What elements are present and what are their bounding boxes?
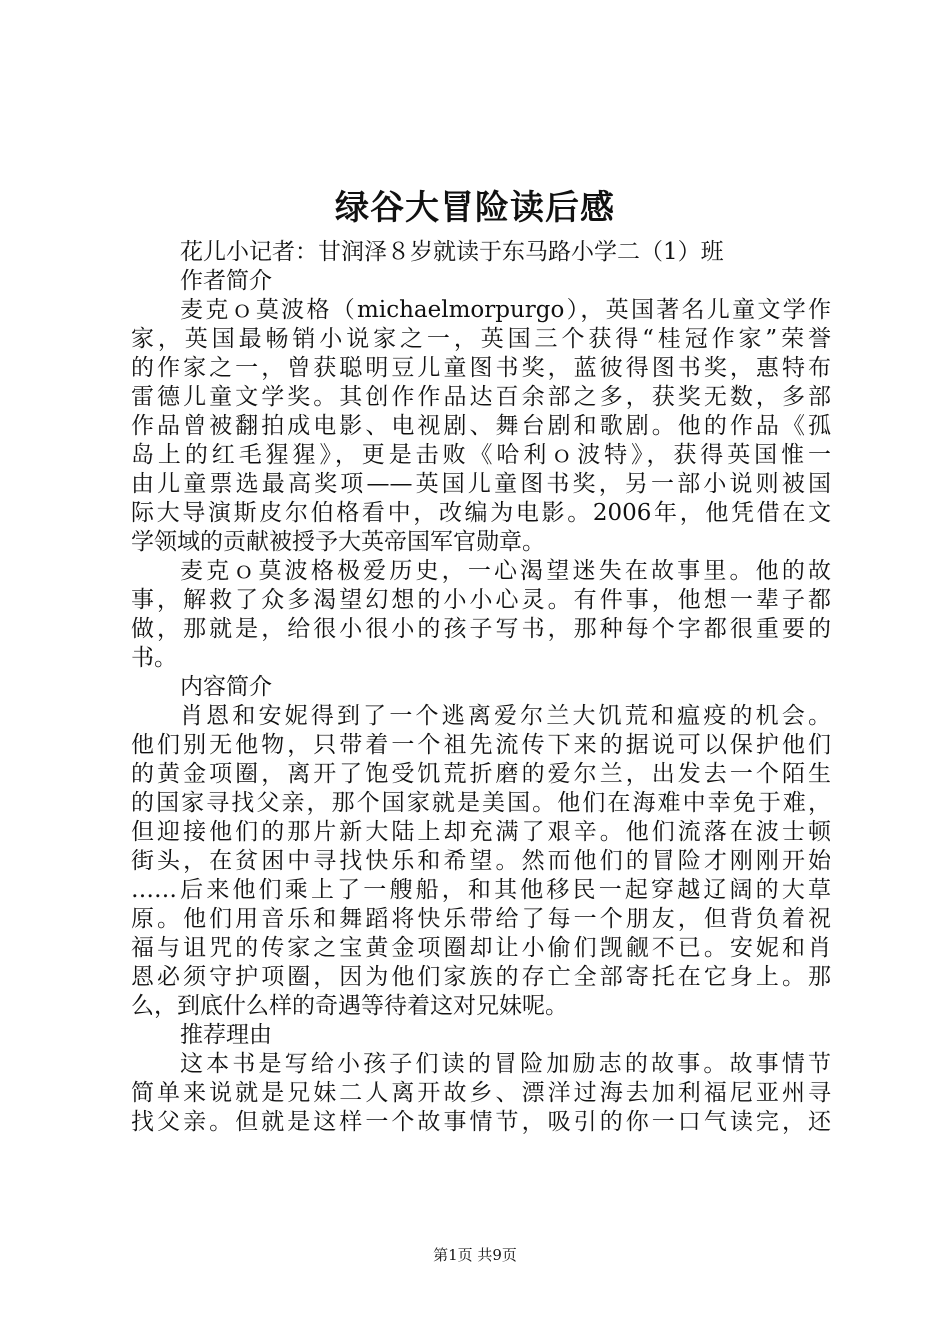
text-line: 由儿童票选最高奖项——英国儿童图书奖，另一部小说则被国 — [131, 471, 831, 497]
text-line: 家，英国最畅销小说家之一，英国三个获得“桂冠作家”荣誉 — [131, 326, 831, 352]
text-line: 街头，在贫困中寻找快乐和希望。然而他们的冒险才刚刚开始 — [131, 848, 831, 874]
text-line: 际大导演斯皮尔伯格看中，改编为电影。2006年，他凭借在文 — [131, 500, 831, 526]
text-line: 简单来说就是兄妹二人离开故乡、漂洋过海去加利福尼亚州寻 — [131, 1080, 831, 1106]
text-line: 雷德儿童文学奖。其创作作品达百余部之多，获奖无数，多部 — [131, 384, 831, 410]
text-line: 学领域的贡献被授予大英帝国军官勋章。 — [131, 529, 545, 555]
text-line: 这本书是写给小孩子们读的冒险加励志的故事。故事情节 — [180, 1051, 831, 1077]
text-line: 事，解救了众多渴望幻想的小小心灵。有件事，他想一辈子都 — [131, 587, 831, 613]
text-line: 作品曾被翻拍成电影、电视剧、舞台剧和歌剧。他的作品《孤 — [131, 413, 831, 439]
text-line: 麦克ｏ莫波格极爱历史，一心渴望迷失在故事里。他的故 — [180, 558, 831, 584]
text-line: 做，那就是，给很小很小的孩子写书，那种每个字都很重要的 — [131, 616, 831, 642]
document-body — [131, 238, 831, 1137]
page-footer: 第1页 共9页 — [433, 1246, 517, 1264]
section-heading-reason: 推荐理由 — [180, 1022, 272, 1048]
text-line: 肖恩和安妮得到了一个逃离爱尔兰大饥荒和瘟疫的机会。 — [180, 703, 831, 729]
document-title: 绿谷大冒险读后感 — [335, 188, 615, 228]
section-heading-content: 内容简介 — [180, 674, 272, 700]
text-line: 恩必须守护项圈，因为他们家族的存亡全部寄托在它身上。那 — [131, 964, 831, 990]
text-line: 麦克ｏ莫波格（michaelmorpurgo），英国著名儿童文学作 — [180, 297, 831, 323]
text-line: 但迎接他们的那片新大陆上却充满了艰辛。他们流落在波士顿 — [131, 819, 831, 845]
byline: 花儿小记者：甘润泽８岁就读于东马路小学二（1）班 — [180, 239, 724, 265]
text-line: 的黄金项圈，离开了饱受饥荒折磨的爱尔兰，出发去一个陌生 — [131, 761, 831, 787]
text-line: ……后来他们乘上了一艘船，和其他移民一起穿越辽阔的大草 — [131, 877, 831, 903]
text-line: 岛上的红毛猩猩》，更是击败《哈利ｏ波特》，获得英国惟一 — [131, 442, 831, 468]
section-heading-author: 作者简介 — [180, 268, 272, 294]
text-line: 的国家寻找父亲，那个国家就是美国。他们在海难中幸免于难， — [131, 790, 831, 816]
text-line: 的作家之一，曾获聪明豆儿童图书奖，蓝彼得图书奖，惠特布 — [131, 355, 831, 381]
text-line: 书。 — [131, 645, 177, 671]
text-line: 原。他们用音乐和舞蹈将快乐带给了每一个朋友，但背负着祝 — [131, 906, 831, 932]
text-line: 么，到底什么样的奇遇等待着这对兄妹呢。 — [131, 993, 568, 1019]
text-line: 他们别无他物，只带着一个祖先流传下来的据说可以保护他们 — [131, 732, 831, 758]
text-line: 福与诅咒的传家之宝黄金项圈却让小偷们觊觎不已。安妮和肖 — [131, 935, 831, 961]
text-line: 找父亲。但就是这样一个故事情节，吸引的你一口气读完，还 — [131, 1109, 831, 1135]
